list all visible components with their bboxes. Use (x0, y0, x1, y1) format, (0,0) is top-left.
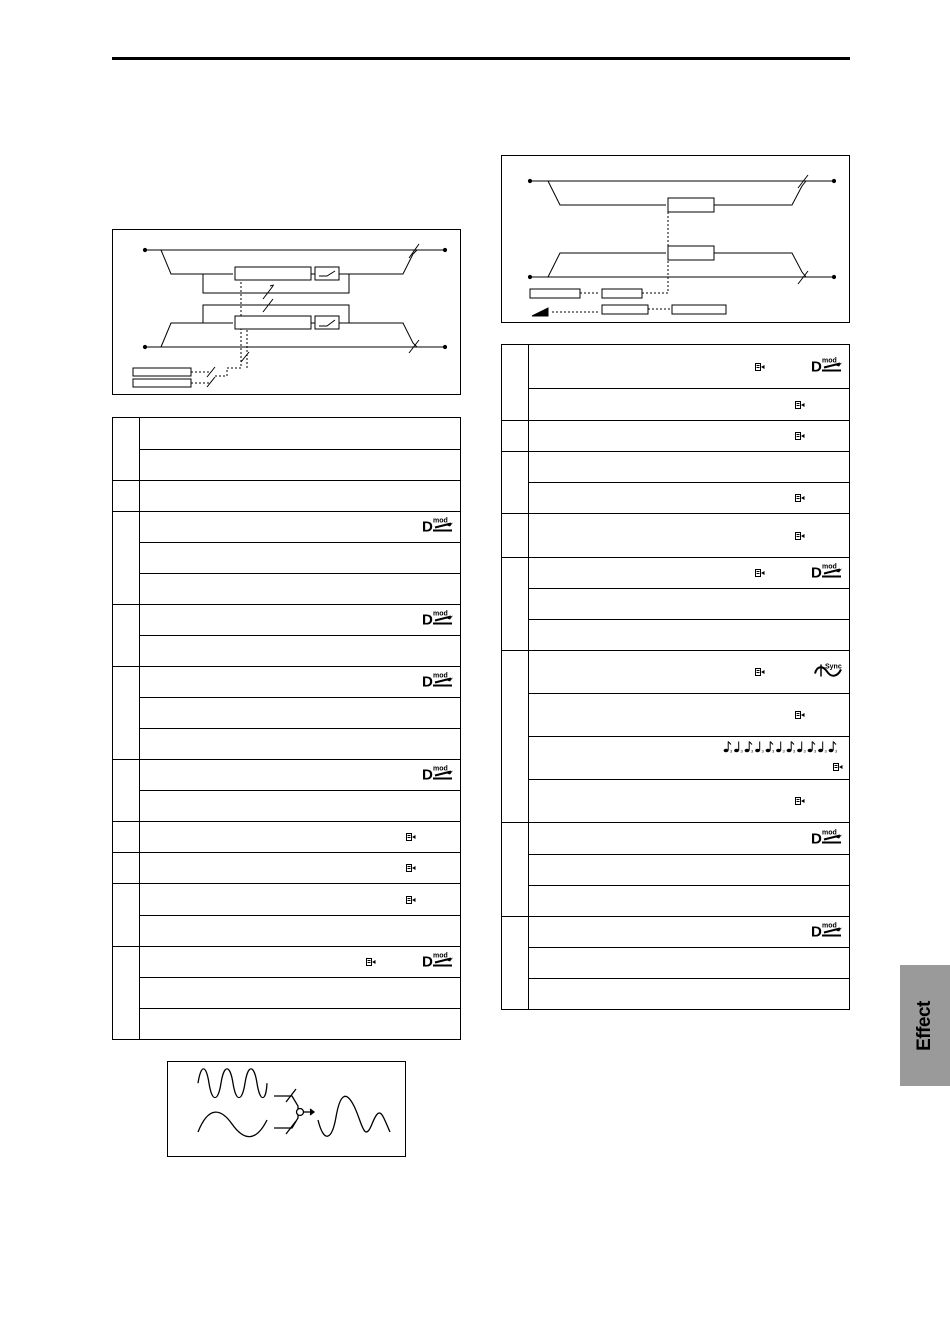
parameter-cell (140, 853, 461, 884)
parameter-cell (140, 418, 461, 450)
group-number-cell (113, 822, 140, 853)
parameter-cell (140, 791, 461, 822)
parameter-cell (529, 558, 850, 589)
parameter-cell (140, 450, 461, 481)
parameter-cell (529, 620, 850, 651)
svg-text:3: 3 (835, 748, 838, 754)
parameter-cell (140, 916, 461, 947)
svg-text:3: 3 (730, 748, 733, 754)
reference-icon (795, 706, 805, 724)
parameter-cell (140, 1009, 461, 1040)
svg-text:3: 3 (761, 748, 764, 754)
group-number-cell (113, 512, 140, 605)
table-row (113, 512, 461, 543)
svg-text:D: D (422, 766, 433, 781)
parameter-cell (529, 514, 850, 558)
svg-text:3: 3 (782, 748, 785, 754)
table-row (113, 418, 461, 450)
note-value-symbols-icon (723, 739, 843, 758)
dmod-icon (422, 610, 454, 631)
table-row (502, 514, 850, 558)
parameter-cell (140, 636, 461, 667)
table-row (113, 667, 461, 698)
table-row (502, 917, 850, 948)
reference-icon (833, 758, 843, 776)
table-row (113, 916, 461, 947)
parameter-cell (140, 947, 461, 978)
table-row (502, 452, 850, 483)
svg-text:3: 3 (740, 748, 743, 754)
group-number-cell (113, 853, 140, 884)
parameter-cell (140, 481, 461, 512)
table-row (113, 729, 461, 760)
group-number-cell (113, 418, 140, 481)
reference-icon (406, 828, 416, 846)
reference-icon (755, 564, 765, 582)
table-row (113, 884, 461, 916)
dmod-icon (811, 356, 843, 377)
tempo-sync-icon (813, 662, 843, 683)
table-row (502, 694, 850, 737)
table-row (113, 450, 461, 481)
svg-text:mod: mod (822, 357, 837, 364)
reference-icon (795, 489, 805, 507)
svg-text:3: 3 (814, 748, 817, 754)
table-row (113, 1009, 461, 1040)
table-row (502, 421, 850, 452)
group-number-cell (502, 345, 529, 421)
svg-text:mod: mod (433, 672, 448, 680)
parameter-cell (140, 698, 461, 729)
group-number-cell (502, 452, 529, 514)
svg-text:D: D (811, 830, 822, 844)
parameter-cell (529, 421, 850, 452)
parameter-cell (529, 917, 850, 948)
parameter-cell (529, 855, 850, 886)
side-tab-effect[interactable] (900, 965, 950, 1086)
reference-icon (406, 859, 416, 877)
group-number-cell (113, 760, 140, 822)
svg-text:mod: mod (822, 563, 837, 571)
parameter-cell (140, 667, 461, 698)
parameter-cell (529, 694, 850, 737)
reference-icon (795, 396, 805, 414)
parameter-cell (529, 948, 850, 979)
svg-text:D: D (811, 923, 822, 938)
page-top-rule (112, 57, 850, 60)
table-row (502, 886, 850, 917)
svg-text:Sync: Sync (825, 663, 842, 671)
svg-text:3: 3 (803, 748, 806, 754)
svg-text:mod: mod (822, 829, 837, 836)
table-row (113, 574, 461, 605)
svg-text:mod: mod (822, 922, 837, 930)
table-row (113, 978, 461, 1009)
right-parameter-table (501, 344, 850, 1010)
side-tab-label: Effect (914, 1000, 935, 1051)
svg-text:D: D (422, 673, 433, 688)
table-row (113, 947, 461, 978)
reference-icon (795, 427, 805, 445)
svg-text:mod: mod (433, 952, 448, 960)
dmod-icon (422, 517, 454, 538)
dmod-icon (422, 765, 454, 786)
left-parameter-table (112, 417, 461, 1040)
table-row (113, 791, 461, 822)
table-row (502, 651, 850, 694)
group-number-cell (502, 917, 529, 1010)
table-row (502, 483, 850, 514)
parameter-cell (140, 822, 461, 853)
reference-icon (795, 792, 805, 810)
svg-text:mod: mod (433, 610, 448, 618)
group-number-cell (502, 823, 529, 917)
group-number-cell (502, 651, 529, 823)
left-block-diagram (112, 229, 461, 395)
reference-icon (755, 358, 765, 376)
table-row (113, 760, 461, 791)
table-row (502, 389, 850, 421)
svg-text:D: D (811, 358, 822, 372)
table-row (502, 589, 850, 620)
parameter-cell (529, 737, 850, 780)
table-row (113, 698, 461, 729)
svg-text:D: D (422, 953, 433, 968)
parameter-cell (529, 780, 850, 823)
table-row (113, 822, 461, 853)
table-row (502, 823, 850, 855)
parameter-cell (140, 543, 461, 574)
svg-text:D: D (811, 564, 822, 579)
parameter-cell (140, 729, 461, 760)
svg-text:3: 3 (772, 748, 775, 754)
parameter-cell (529, 345, 850, 389)
group-number-cell (502, 421, 529, 452)
group-number-cell (113, 667, 140, 760)
dmod-icon (811, 563, 843, 584)
parameter-cell (529, 483, 850, 514)
group-number-cell (113, 947, 140, 1040)
table-row (113, 605, 461, 636)
dmod-icon (422, 952, 454, 973)
parameter-cell (529, 389, 850, 421)
svg-text:3: 3 (793, 748, 796, 754)
table-row (502, 780, 850, 823)
group-number-cell (113, 605, 140, 667)
reference-icon (795, 527, 805, 545)
table-row (502, 979, 850, 1010)
parameter-cell (140, 760, 461, 791)
table-row (502, 345, 850, 389)
parameter-cell (140, 605, 461, 636)
table-row (113, 481, 461, 512)
table-row (502, 737, 850, 780)
group-number-cell (113, 884, 140, 947)
waveform-mix-diagram (167, 1061, 406, 1157)
parameter-cell (140, 978, 461, 1009)
reference-icon (755, 663, 765, 681)
table-row (113, 853, 461, 884)
parameter-cell (140, 884, 461, 916)
dmod-icon (811, 922, 843, 943)
parameter-cell (529, 979, 850, 1010)
table-row (502, 948, 850, 979)
table-row (502, 855, 850, 886)
svg-text:mod: mod (433, 517, 448, 525)
reference-icon (406, 891, 416, 909)
parameter-cell (529, 886, 850, 917)
group-number-cell (113, 481, 140, 512)
parameter-cell (529, 823, 850, 855)
reference-icon (366, 953, 376, 971)
table-row (502, 620, 850, 651)
parameter-cell (140, 512, 461, 543)
parameter-cell (529, 651, 850, 694)
table-row (502, 558, 850, 589)
parameter-cell (140, 574, 461, 605)
svg-text:3: 3 (824, 748, 827, 754)
dmod-icon (422, 672, 454, 693)
table-row (113, 636, 461, 667)
svg-text:3: 3 (751, 748, 754, 754)
svg-text:mod: mod (433, 765, 448, 773)
svg-text:D: D (422, 518, 433, 533)
right-block-diagram (501, 155, 850, 323)
group-number-cell (502, 558, 529, 651)
parameter-cell (529, 452, 850, 483)
svg-text:D: D (422, 611, 433, 626)
parameter-cell (529, 589, 850, 620)
group-number-cell (502, 514, 529, 558)
table-row (113, 543, 461, 574)
dmod-icon (811, 828, 843, 849)
